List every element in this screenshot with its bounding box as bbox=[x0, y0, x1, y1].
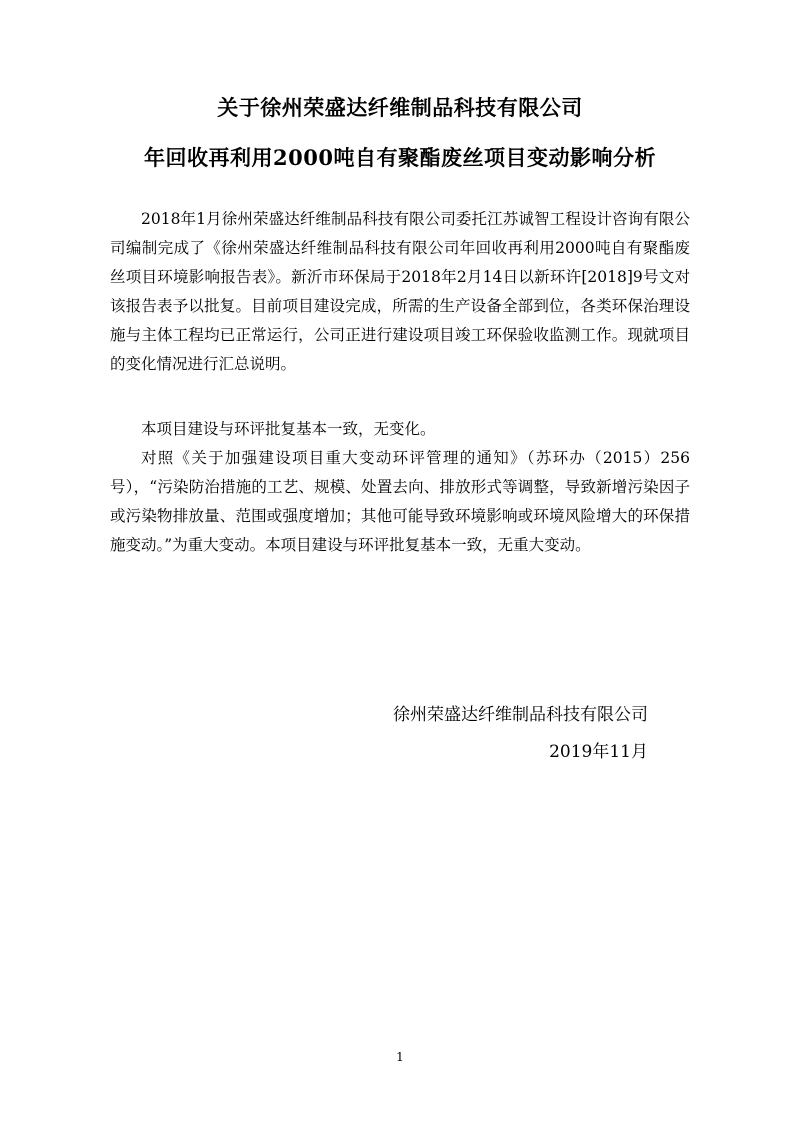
signature-date: 2019年11月 bbox=[549, 742, 648, 762]
paragraph-comparison: 对照《关于加强建设项目重大变动环评管理的通知》（苏环办（2015）256号），“污染防治措施的工艺、规模、处置去向、排放形式等调整，导致新增污染因子或污染物排放量、范围或强度增加；其他可能导致环境影响或环境风险增大的环保措施变动。”为重大变动。本项目建设与环评批复基本一致，无重大变动。 bbox=[110, 449, 690, 554]
document-title-line-2: 年回收再利用2000吨自有聚酯废丝项目变动影响分析 bbox=[144, 145, 656, 170]
paragraph-conclusion: 本项目建设与环评批复基本一致，无变化。 bbox=[141, 420, 436, 438]
signature-company: 徐州荣盛达纤维制品科技有限公司 bbox=[393, 705, 648, 725]
document-title-line-1: 关于徐州荣盛达纤维制品科技有限公司 bbox=[217, 95, 583, 120]
paragraph-background: 2018年1月徐州荣盛达纤维制品科技有限公司委托江苏诚智工程设计咨询有限公司编制完成了《徐州荣盛达纤维制品科技有限公司年回收再利用2000吨自有聚酯废丝项目环境影响报告表》。新沂市环保局于2018年2月14日以新环许[2018]9号文对该报告表予以批复。目前项目建设完成，所需的生产设备全部到位，各类环保治理设施与主体工程均已正常运行，公司正进行建设项目竣工环保验收监测工作。现就项目的变化情况进行汇总说明。 bbox=[110, 210, 690, 373]
page-number: 1 bbox=[396, 1050, 404, 1064]
